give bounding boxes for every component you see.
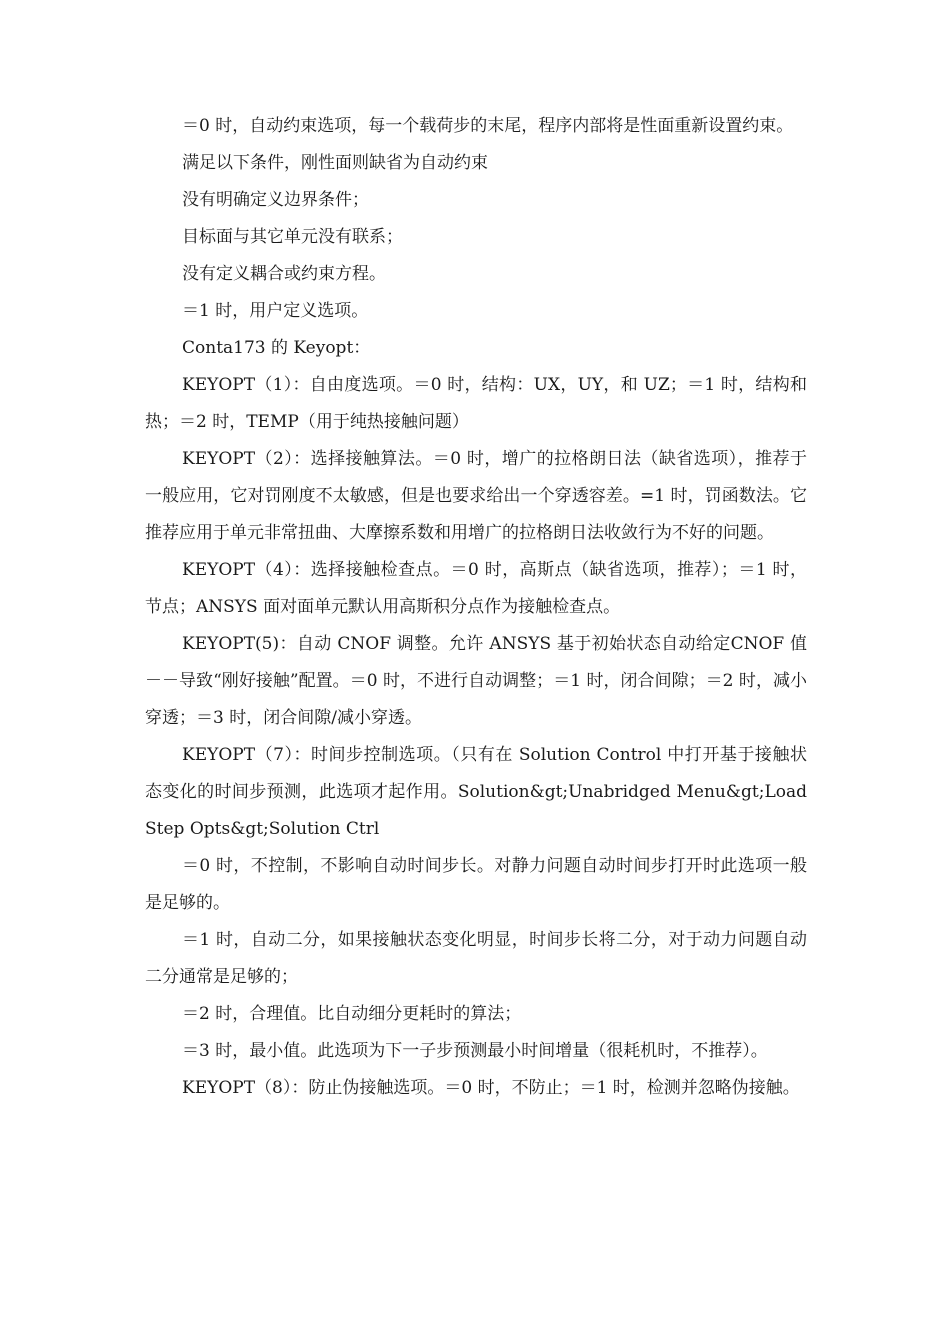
paragraph-target-no-link: 目标面与其它单元没有联系； — [182, 227, 403, 247]
paragraph-no-coupling: 没有定义耦合或约束方程。 — [182, 264, 386, 284]
paragraph-keyopt-2: KEYOPT（2）：选择接触算法。＝0 时，增广的拉格朗日法（缺省选项），推荐于一般应用，它对罚刚度不太敏感，但是也要求给出一个穿透容差。=1 时，罚函数法。它推荐应用于单元非常扭曲、大摩擦系数和用增广的拉格朗日法收敛行为不好的问题。 — [145, 449, 807, 543]
paragraph-keyopt-7-option-1: ＝1 时，自动二分，如果接触状态变化明显，时间步长将二分，对于动力问题自动二分通常是足够的； — [145, 930, 807, 987]
paragraph-keyopt-7: KEYOPT（7）：时间步控制选项。（只有在 Solution Control 中打开基于接触状态变化的时间步预测，此选项才起作用。Solution&gt;Unabridged Menu&gt;Load Step Opts&gt;Solution Ctrl — [145, 745, 807, 839]
paragraph-no-boundary-conditions: 没有明确定义边界条件； — [182, 190, 369, 210]
paragraph-rigid-surface-conditions: 满足以下条件，刚性面则缺省为自动约束 — [182, 153, 488, 173]
document-body — [145, 108, 807, 1107]
paragraph-user-defined: ＝1 时，用户定义选项。 — [182, 301, 369, 321]
paragraph-keyopt-8: KEYOPT（8）：防止伪接触选项。＝0 时，不防止；＝1 时，检测并忽略伪接触。 — [182, 1078, 800, 1098]
paragraph-keyopt-7-option-2: ＝2 时，合理值。比自动细分更耗时的算法； — [182, 1004, 522, 1024]
paragraph-keyopt-4: KEYOPT（4）：选择接触检查点。＝0 时，高斯点（缺省选项，推荐）；＝1 时，节点；ANSYS 面对面单元默认用高斯积分点作为接触检查点。 — [145, 560, 807, 617]
paragraph-keyopt-7-option-0: ＝0 时，不控制，不影响自动时间步长。对静力问题自动时间步打开时此选项一般是足够的。 — [145, 856, 807, 913]
paragraph-keyopt-7-option-3: ＝3 时，最小值。此选项为下一子步预测最小时间增量（很耗机时，不推荐）。 — [182, 1041, 768, 1061]
paragraph-keyopt-1: KEYOPT（1）：自由度选项。＝0 时，结构：UX，UY，和 UZ；＝1 时，结构和热；＝2 时，TEMP（用于纯热接触问题） — [145, 375, 807, 432]
paragraph-auto-constraint: ＝0 时，自动约束选项，每一个载荷步的末尾，程序内部将是性面重新设置约束。 — [182, 116, 794, 136]
paragraph-conta173-heading: Conta173 的 Keyopt： — [182, 338, 371, 358]
paragraph-keyopt-5: KEYOPT(5)：自动 CNOF 调整。允许 ANSYS 基于初始状态自动给定CNOF 值－－导致“刚好接触”配置。＝0 时，不进行自动调整；＝1 时，闭合间隙；＝2 时，减小穿透；＝3 时，闭合间隙/减小穿透。 — [145, 634, 807, 728]
